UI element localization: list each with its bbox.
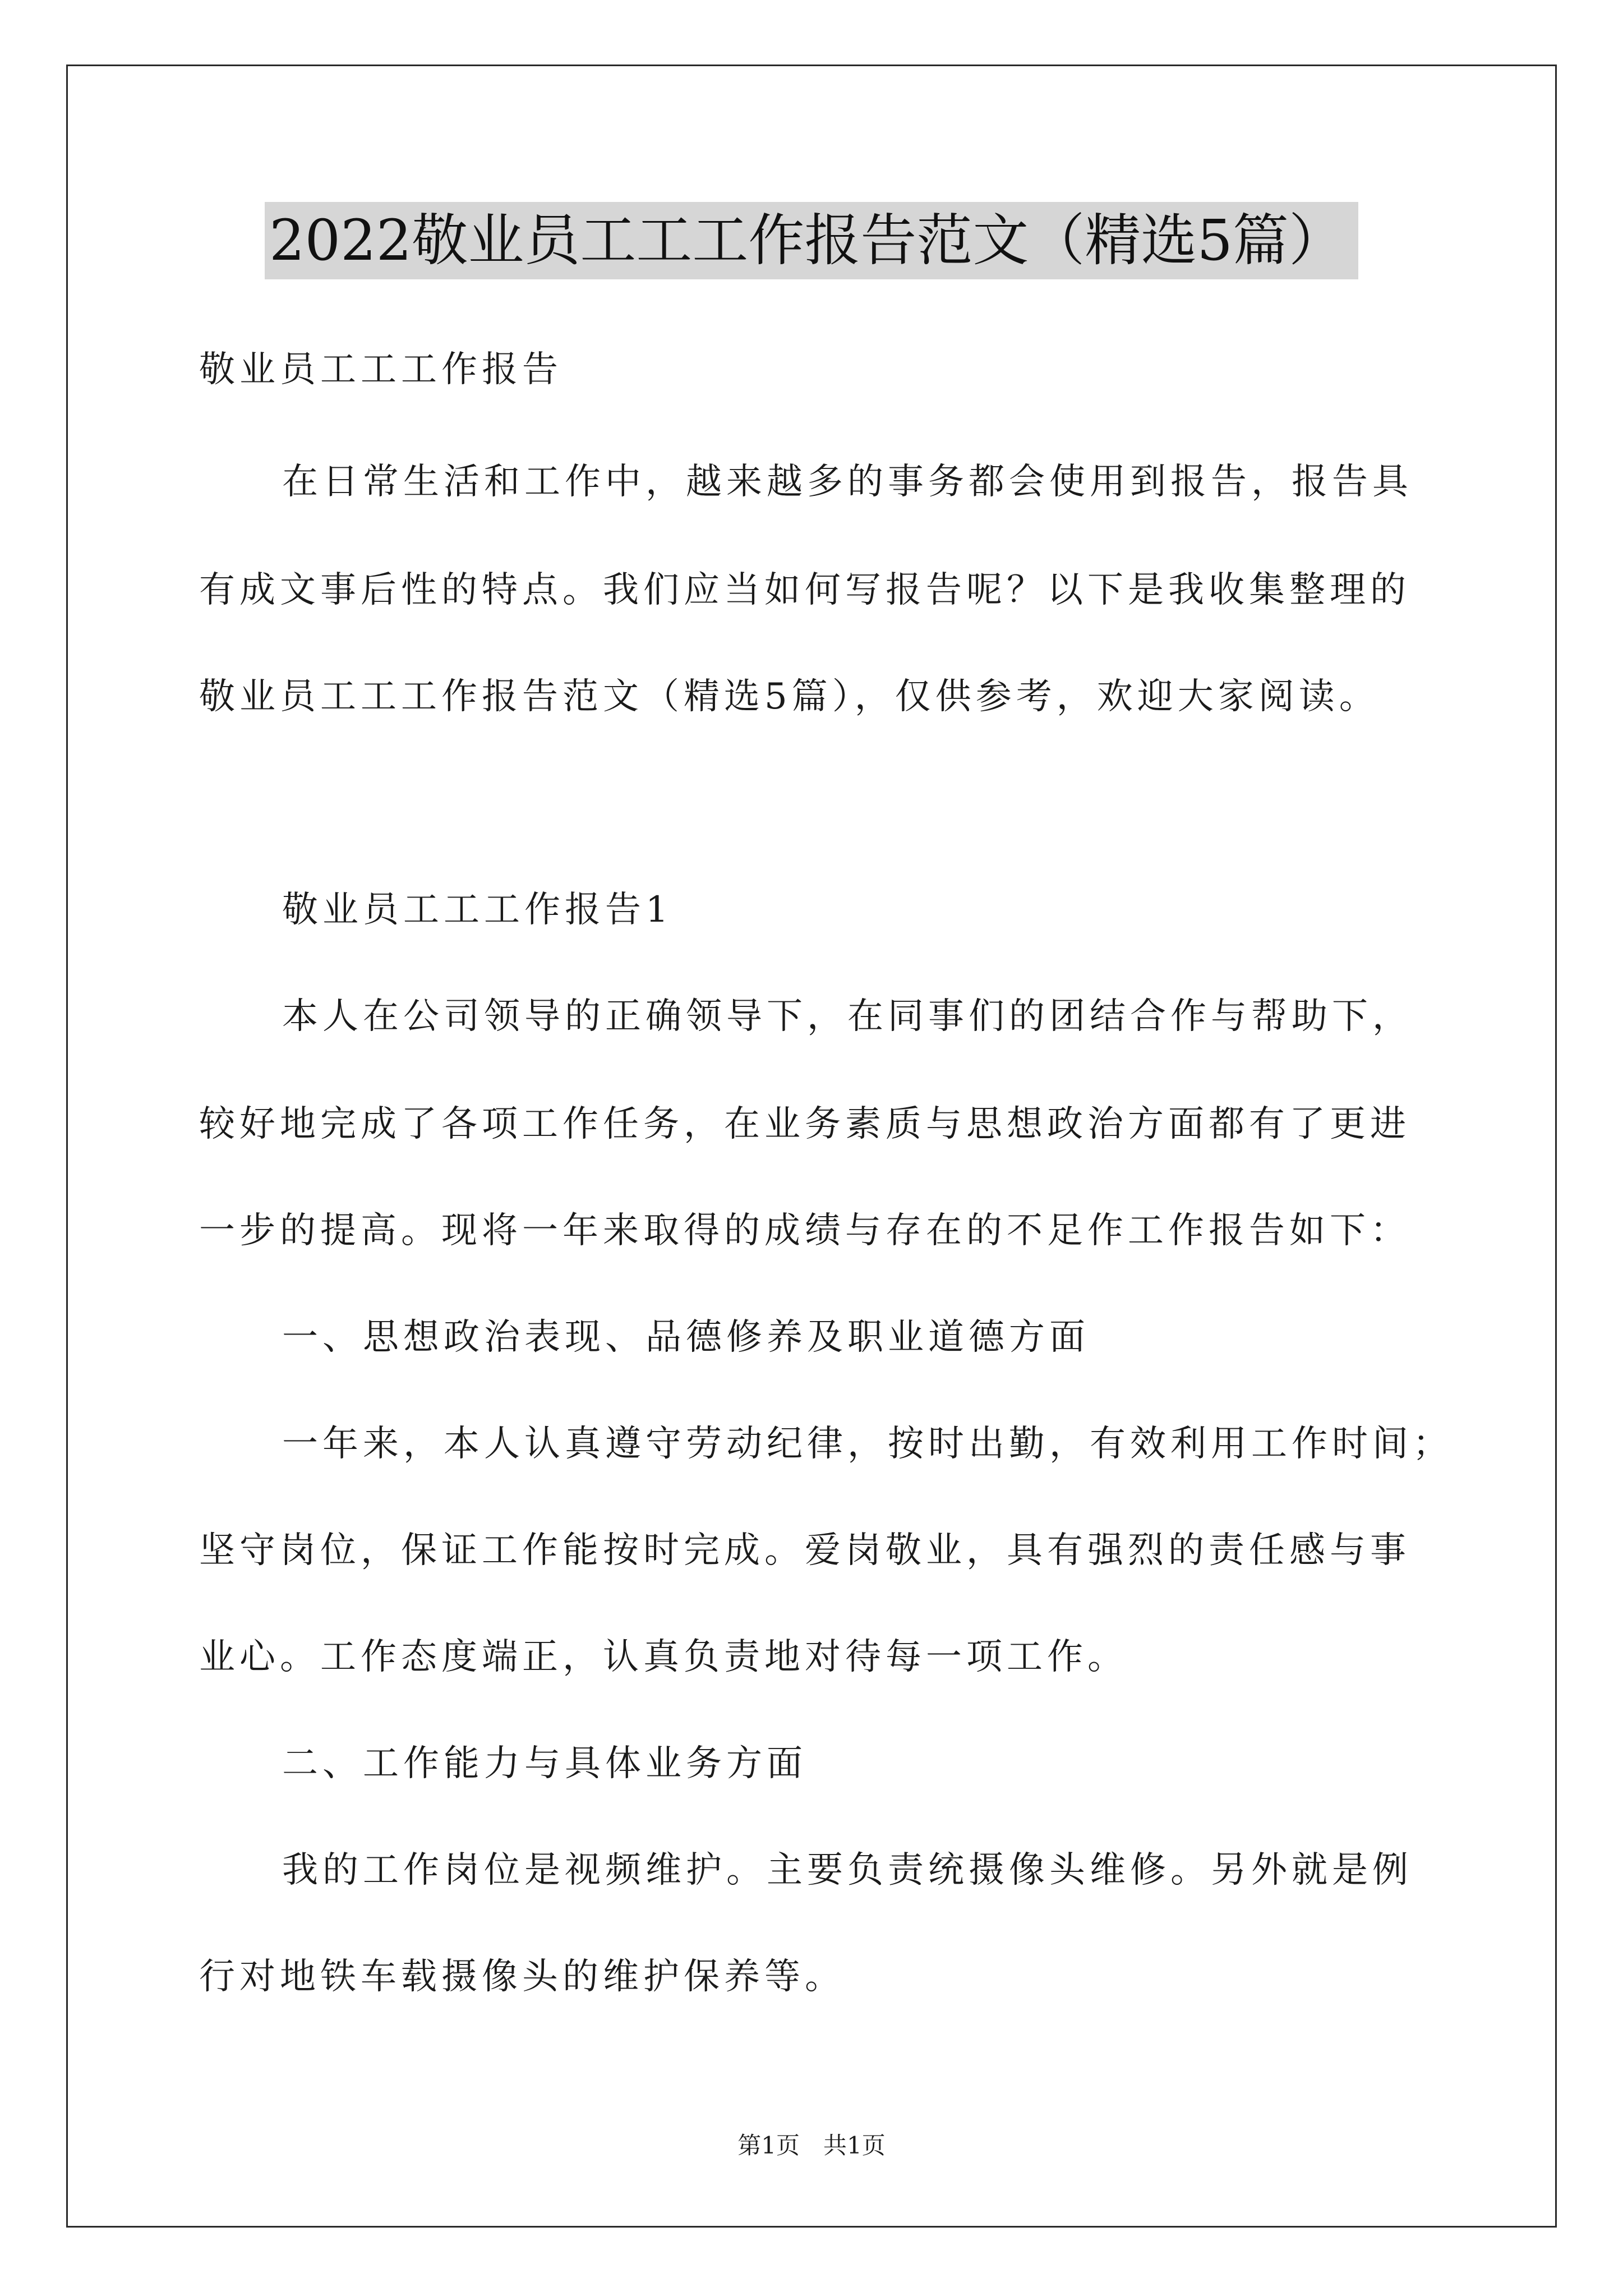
heading-b: 二、工作能力与具体业务方面 bbox=[282, 1743, 807, 1784]
document-title: 2022敬业员工工工作报告范文（精选5篇） bbox=[265, 202, 1358, 279]
title-wrapper bbox=[0, 202, 1623, 279]
intro-line-2: 有成文事后性的特点。我们应当如何写报告呢？以下是我收集整理的 bbox=[199, 569, 1410, 611]
heading-a: 一、思想政治表现、品德修养及职业道德方面 bbox=[282, 1317, 1090, 1358]
para2-line-1: 一年来，本人认真遵守劳动纪律，按时出勤，有效利用工作时间； bbox=[282, 1423, 1453, 1465]
page-footer: 第1页 共1页 bbox=[737, 2132, 886, 2159]
intro-line-3: 敬业员工工工作报告范文（精选5篇），仅供参考，欢迎大家阅读。 bbox=[199, 676, 1380, 717]
para3-line-2: 行对地铁车载摄像头的维护保养等。 bbox=[199, 1956, 845, 1998]
para1-line-1: 本人在公司领导的正确领导下，在同事们的团结合作与帮助下， bbox=[282, 996, 1413, 1037]
para1-line-3: 一步的提高。现将一年来取得的成绩与存在的不足作工作报告如下： bbox=[199, 1210, 1410, 1251]
para3-line-1: 我的工作岗位是视频维护。主要负责统摄像头维修。另外就是例 bbox=[282, 1849, 1413, 1891]
section-heading-1: 敬业员工工工作报告1 bbox=[282, 889, 673, 931]
para2-line-2: 坚守岗位，保证工作能按时完成。爱岗敬业，具有强烈的责任感与事 bbox=[199, 1530, 1410, 1571]
para1-line-2: 较好地完成了各项工作任务，在业务素质与思想政治方面都有了更进 bbox=[199, 1103, 1410, 1145]
intro-line-1: 在日常生活和工作中，越来越多的事务都会使用到报告，报告具 bbox=[282, 461, 1413, 503]
para2-line-3: 业心。工作态度端正，认真负责地对待每一项工作。 bbox=[199, 1636, 1128, 1678]
document-subtitle: 敬业员工工工作报告 bbox=[199, 349, 562, 390]
